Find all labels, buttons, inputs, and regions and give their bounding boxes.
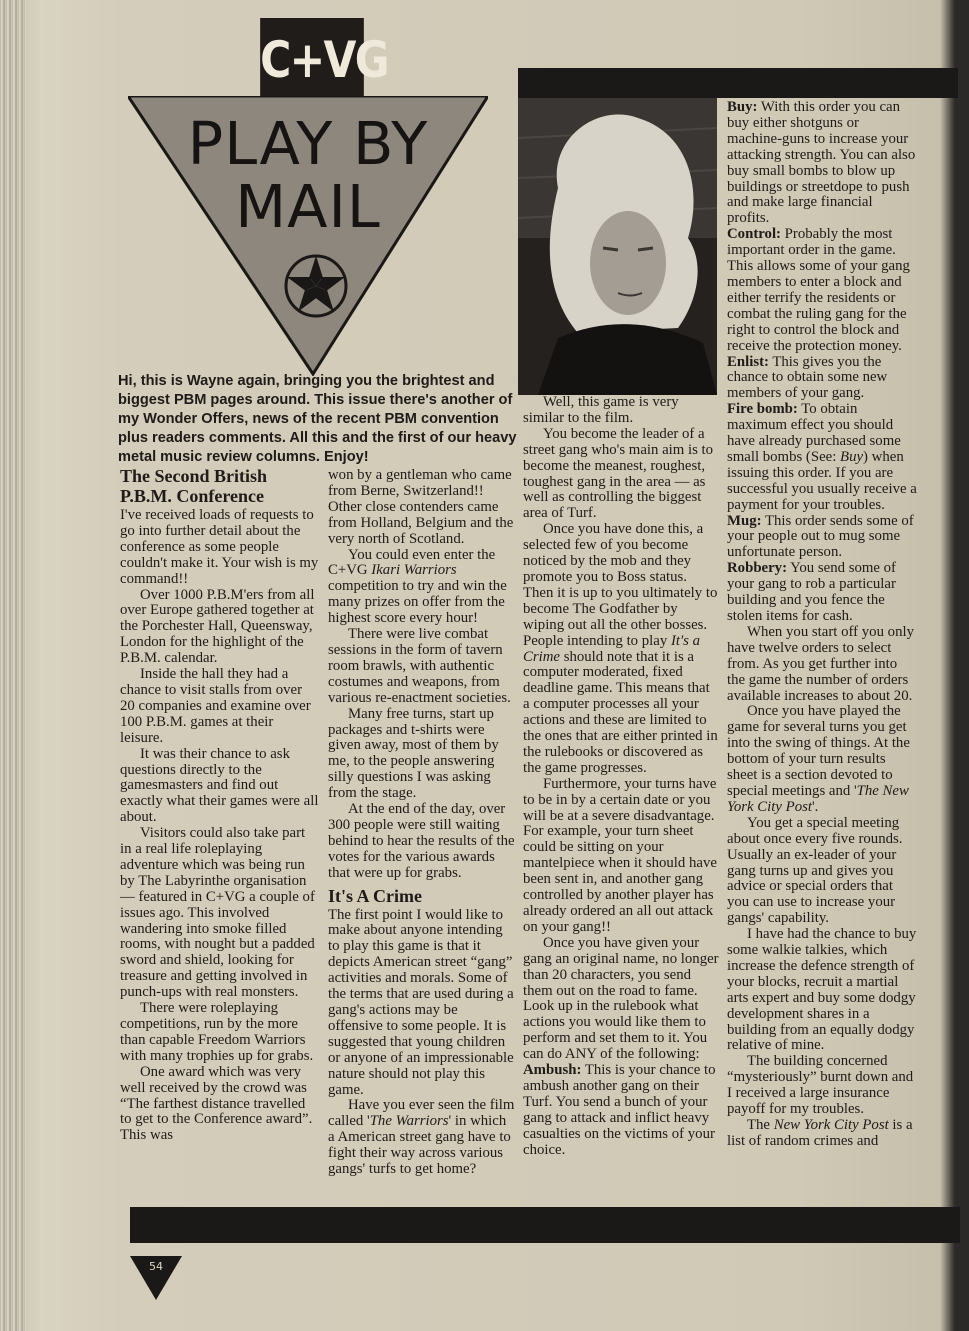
order-control: Control: Probably the most important order in the game. This allows some of your gang members to enter a block and either terrify the residents or combat the ruling gang for the right to control the block and receive the protection money. — [727, 226, 910, 354]
paragraph: You become the leader of a street gang who's main aim is to become the meanest, roughest, toughest gang in the area — as well as controlling the biggest area of Turf. — [523, 425, 714, 522]
paragraph: The first point I would like to make about anyone intending to play this game is that it depicts American street “gang” activities and morals. Some of the terms that are used during a gang's actions may be offensive to some people. It is suggested that young children or anyone of an impressionable nature should not play this game. — [328, 906, 514, 1098]
paragraph: The New York City Post is a list of random crimes and — [727, 1117, 913, 1149]
order-mug: Mug: This order sends some of your people out to mug some unfortunate person. — [727, 512, 914, 561]
paragraph: Have you ever seen the film called 'The Warriors' in which a American street gang have to fight their way across various gangs' turfs to get home? — [328, 1097, 515, 1178]
paragraph: Inside the hall they had a chance to visit stalls from over 20 companies and examine over 100 P.B.M. games at their leisure. — [120, 666, 311, 746]
paragraph: Well, this game is very similar to the film. — [523, 394, 679, 426]
footer-bar — [130, 1207, 960, 1243]
paragraph: Many free turns, start up packages and t-shirts were given away, most of them by me, to the people answering silly questions I was asking from the stage. — [328, 705, 499, 802]
paragraph: There were roleplaying competitions, run by the more than capable Freedom Warriors with many trophies up for grabs. — [120, 1000, 314, 1064]
paragraph: I've received loads of requests to go into further detail about the conference as some people couldn't make it. Your wish is my command!! — [120, 507, 319, 587]
order-robbery: Robbery: You send some of your gang to rob a particular building and you fence the stolen items for cash. — [727, 560, 896, 624]
section-heading-conference: The Second British P.B.M. Conference — [120, 466, 268, 506]
paragraph: I have had the chance to buy some walkie talkies, which increase the defence strength of your blocks, recruit a martial arts expert and buy some dodgy development shares in a building from an equally dodgy relative of mine. — [727, 926, 917, 1054]
paragraph: Over 1000 P.B.M'ers from all over Europe gathered together at the Porchester Hall, Queensway, London for the highlight of the P.B.M. calendar. — [120, 586, 315, 667]
paragraph: Visitors could also take part in a real life roleplaying adventure which was being run by The Labyrinthe organisation — featured in C+VG a couple of issues ago. This involved wandering into smoke filled rooms, with nought but a padded sword and shield, looking for treasure and getting involved in punch-ups with real monsters. — [120, 825, 315, 1001]
paragraph: Once you have played the game for several turns you get into the swing of things. At the bottom of your turn results sheet is a section devoted to special meetings and 'The New York City Post'. — [727, 703, 910, 815]
page-title: PLAY BY MAIL — [187, 109, 429, 241]
paragraph: When you start off you only have twelve orders to select from. As you get further into the game the number of orders available increases to about 20. — [727, 623, 914, 704]
page-spine — [0, 0, 26, 1331]
page-number: 54 — [149, 1260, 163, 1273]
paragraph: You get a special meeting about once every five rounds. Usually an ex-leader of your gang turns up and gives you advice or special orders that you can use to increase your gangs' capability. — [727, 814, 903, 927]
column-3 — [523, 395, 719, 1159]
column-4 — [727, 100, 917, 1150]
paragraph: Once you have given your gang an original name, no longer than 20 characters, you send them out on the road to fame. Look up in the rulebook what actions you would like them to perform and set them to it. You can do ANY of the following: — [523, 934, 719, 1063]
order-buy: Buy: With this order you can buy either shotguns or machine-guns to increase your attacking strength. You can also buy small bombs to blow up buildings or streetdope to push and make large financial profits. — [727, 99, 916, 227]
column-2 — [328, 468, 516, 1178]
cvg-logo: C+VG — [260, 18, 364, 102]
order-ambush: Ambush: This is your chance to ambush another gang on their Turf. You send a bunch of your gang to attack and inflict heavy casualties on the victims of your choice. — [523, 1062, 716, 1158]
section-heading-its-a-crime: It's A Crime — [328, 885, 422, 906]
author-photo — [518, 98, 717, 395]
paragraph: won by a gentleman who came from Berne, Switzerland!! Other close contenders came from Holland, Belgium and the very north of Scotland. — [328, 467, 514, 547]
column-1 — [120, 466, 320, 1144]
paragraph: Once you have done this, a selected few of you become noticed by the mob and they promote you to Boss status. Then it is up to you ultimately to become The Godfather by wiping out all the other bosses. People intending to play It's a Crime should note that it is a computer moderated, fixed deadline game. This means that a computer processes all your actions and these are limited to the ones that are either printed in the rulebooks or discovered as the game progresses. — [523, 521, 718, 776]
paragraph: At the end of the day, over 300 people were still waiting behind to hear the results of the votes for the various awards that were up for grabs. — [328, 801, 515, 881]
paragraph: You could even enter the C+VG Ikari Warriors competition to try and win the many prizes on offer from the highest score every hour! — [328, 546, 507, 627]
header-bar — [518, 68, 958, 98]
page-edge — [955, 0, 969, 1331]
paragraph: The building concerned “mysteriously” burnt down and I received a large insurance payoff for my troubles. — [727, 1053, 914, 1118]
order-enlist: Enlist: This gives you the chance to obtain some new members of your gang. — [727, 353, 888, 402]
intro-text: Hi, this is Wayne again, bringing you the brightest and biggest PBM pages around. This issue there's another of my Wonder Offers, news of the recent PBM convention plus readers comments. All this and the first of our heavy metal music review columns. Enjoy! — [118, 373, 517, 465]
paragraph: One award which was very well received by the crowd was “The farthest distance travelled to get to the Conference award”. This was — [120, 1063, 313, 1144]
paragraph: It was their chance to ask questions directly to the gamesmasters and find out exactly what their games were all about. — [120, 745, 319, 826]
paragraph: There were live combat sessions in the form of tavern room brawls, with authentic costumes and weapons, from various re-enactment societies. — [328, 626, 511, 706]
paragraph: Furthermore, your turns have to be in by a certain date or you will be at a severe disadvantage. For example, your turn sheet could be sitting on your mantelpiece when it should have been sent in, and another gang controlled by another player has already ordered an all out attack on your gang!! — [523, 775, 717, 935]
order-fire-bomb: Fire bomb: To obtain maximum effect you should have already purchased some small bombs (See: Buy) when issuing this order. If you are successful you usually receive a payment for your troubles. — [727, 401, 917, 513]
